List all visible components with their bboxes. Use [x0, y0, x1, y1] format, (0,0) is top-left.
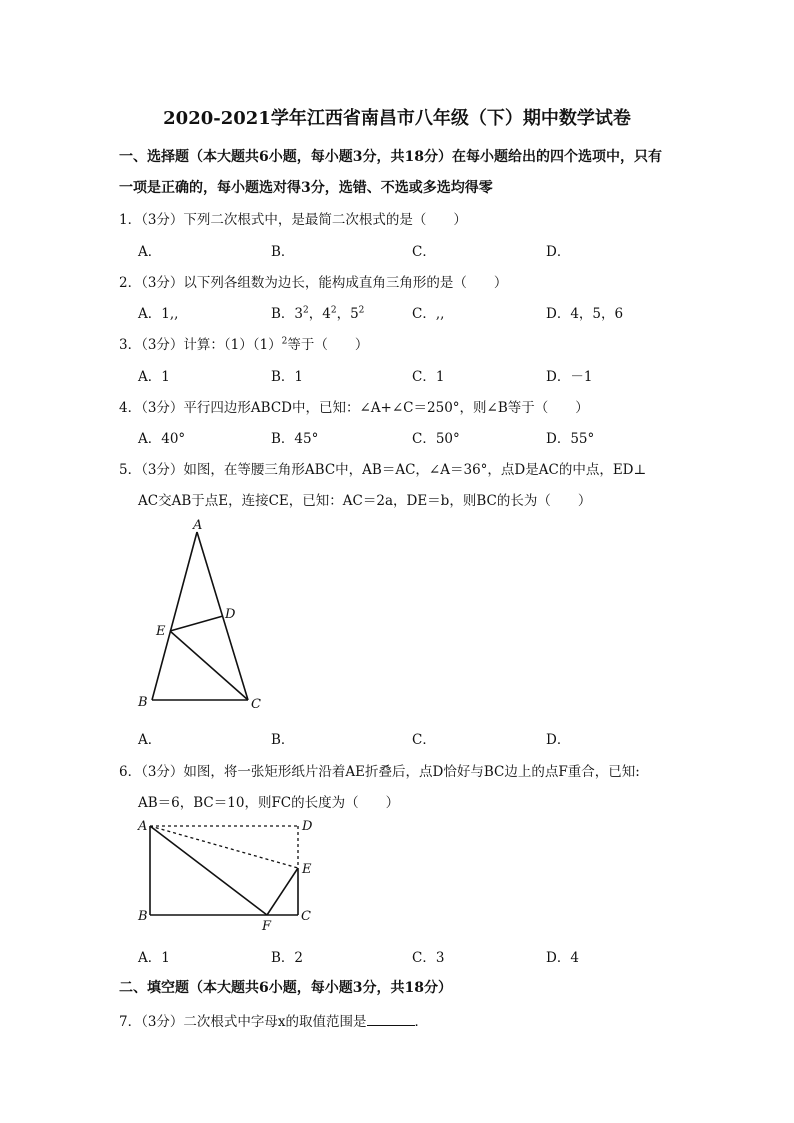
segment-fe [267, 868, 298, 915]
q6-option-c: C．3 [412, 950, 445, 966]
question-5-line1: 5．（3分）如图，在等腰三角形ABC中，AB＝AC，∠A＝36°，点D是AC的中点，ED⊥ [119, 462, 647, 478]
question-6-line2: AB＝6，BC＝10，则FC的长度为（ ） [138, 795, 400, 811]
segment-ec [170, 631, 248, 700]
segment-ed [170, 616, 223, 631]
q1-option-a: A． [138, 244, 162, 260]
section1-heading-line2: 一项是正确的，每小题选对得3分，选错、不选或多选均得零 [119, 180, 493, 196]
q3-option-a: A．1 [138, 369, 170, 385]
section2-heading: 二、填空题（本大题共6小题，每小题3分，共18分） [119, 980, 452, 996]
question-1-text: 1．（3分）下列二次根式中，是最简二次根式的是（ ） [119, 212, 467, 228]
q4-option-d: D．55° [546, 431, 595, 447]
q2-option-d: D．4，5，6 [546, 306, 624, 322]
q4-option-a: A．40° [138, 431, 186, 447]
q1-option-b: B． [271, 244, 295, 260]
question-3-text: 3．（3分）计算：$(1)(1)^2$等于（ ） [119, 336, 369, 353]
segment-af [150, 826, 267, 915]
label-b: B [138, 695, 148, 710]
q2-option-b: B．$3^2$，$4^2$，$5^2$ [271, 305, 365, 322]
q6-rectangle-figure [130, 812, 330, 937]
label-c: C [251, 697, 261, 712]
label-c: C [301, 909, 311, 924]
segment-ae-dashed [150, 826, 298, 868]
q7-answer-blank[interactable] [367, 1013, 415, 1026]
label-b: B [138, 909, 148, 924]
q4-option-b: B．45° [271, 431, 319, 447]
label-a: A [138, 819, 148, 834]
q5-option-b: B． [271, 732, 295, 748]
label-f: F [262, 919, 272, 934]
q6-option-a: A．1 [138, 950, 170, 966]
question-4-text: 4．（3分）平行四边形ABCD中，已知：∠A+∠C＝250°，则∠B等于（ ） [119, 400, 589, 416]
q3-option-d: D．－1 [546, 369, 593, 385]
question-7-text: 7．（3分）二次根式中字母x的取值范围是 ． [119, 1014, 429, 1030]
segment-ab [152, 532, 197, 700]
q5-option-a: A． [138, 732, 162, 748]
question-6-line1: 6．（3分）如图，将一张矩形纸片沿着AE折叠后，点D恰好与BC边上的点F重合，已知: [119, 764, 640, 780]
q2-option-a: A．1,, [138, 306, 179, 322]
q6-option-d: D．4 [546, 950, 579, 966]
label-a: A [193, 518, 203, 533]
q4-option-c: C．50° [412, 431, 460, 447]
label-d: D [302, 819, 313, 834]
q6-option-b: B．2 [271, 950, 304, 966]
question-5-line2: AC交AB于点E，连接CE，已知：AC＝2a，DE＝b，则BC的长为（ ） [138, 493, 592, 509]
q1-option-d: D． [546, 244, 571, 260]
question-2-text: 2．（3分）以下列各组数为边长，能构成直角三角形的是（ ） [119, 275, 508, 291]
q1-option-c: C． [412, 244, 436, 260]
paper-title: 2020-2021学年江西省南昌市八年级（下）期中数学试卷 [163, 108, 631, 129]
label-e: E [156, 624, 166, 639]
label-d: D [225, 607, 236, 622]
section1-heading-line1: 一、选择题（本大题共6小题，每小题3分，共18分）在每小题给出的四个选项中，只有 [119, 149, 662, 165]
q5-triangle-figure [130, 515, 280, 715]
label-e: E [302, 862, 312, 877]
q5-option-c: C． [412, 732, 436, 748]
q3-option-c: C．1 [412, 369, 445, 385]
q5-option-d: D． [546, 732, 571, 748]
q2-option-c: C．,, [412, 306, 445, 322]
q3-option-b: B．1 [271, 369, 304, 385]
